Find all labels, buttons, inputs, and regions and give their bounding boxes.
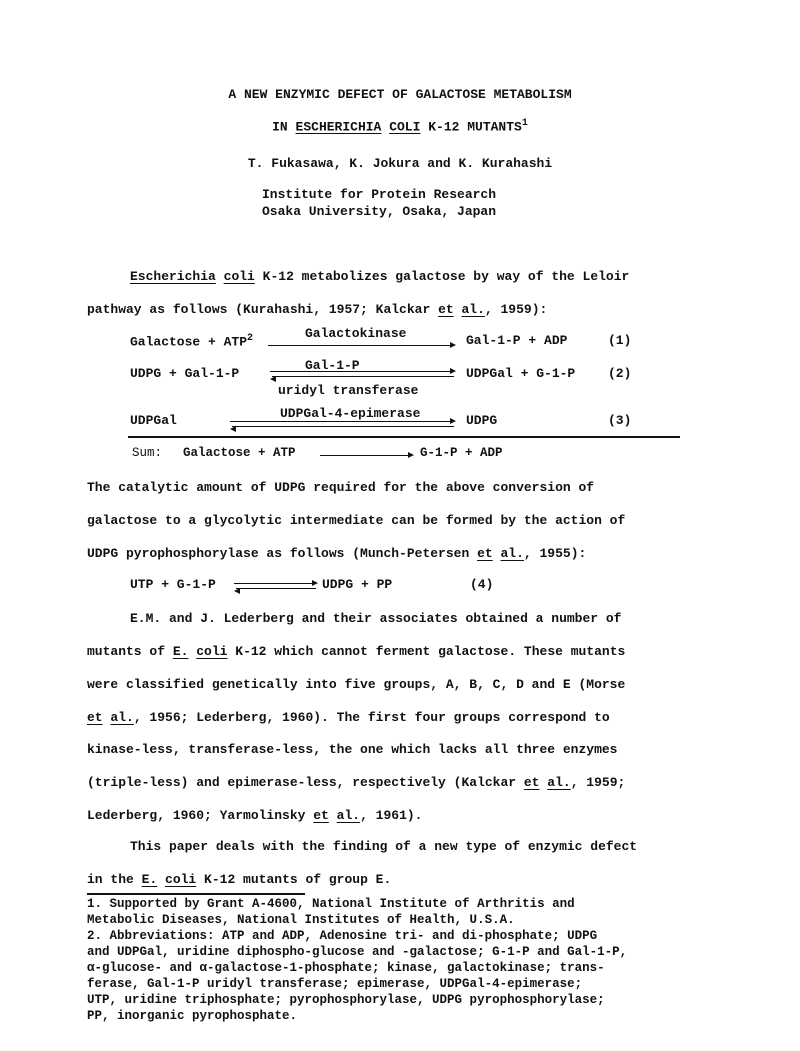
reaction-2-reverse-arrow bbox=[272, 376, 454, 377]
footnote-2-line5: UTP, uridine triphosphate; pyrophosphorylase, UDPG pyrophosphorylase; bbox=[87, 993, 605, 1007]
reaction-4-reverse-arrow bbox=[236, 588, 316, 589]
reaction-1-left: Galactose + $ATP^2$ bbox=[130, 333, 254, 350]
paragraph-3-line3: were classified genetically into five groups, A, B, C, D and E (Morse bbox=[87, 677, 626, 692]
sum-divider bbox=[128, 436, 680, 438]
authors: T. Fukasawa, K. Jokura and K. Kurahashi bbox=[247, 156, 553, 171]
footnote-2-line3: α-glucose- and α-galactose-1-phosphate; kinase, galactokinase; trans- bbox=[87, 961, 605, 975]
reaction-2-right: UDPGal + G-1-P bbox=[466, 366, 576, 381]
paper-title-line1: A NEW ENZYMIC DEFECT OF GALACTOSE METABOLISM bbox=[228, 87, 572, 102]
reaction-3-forward-arrow bbox=[230, 421, 454, 422]
footnote-1-line1: 1. Supported by Grant A-4600, National Institute of Arthritis and bbox=[87, 897, 575, 911]
paragraph-1-line1: Escherichia coli K-12 metabolizes galactose by way of the Leloir bbox=[130, 269, 630, 284]
reaction-3-left: UDPGal bbox=[130, 413, 177, 428]
footnote-divider bbox=[87, 893, 305, 895]
reaction-4-forward-arrow bbox=[234, 583, 316, 584]
paragraph-2-line1: The catalytic amount of UDPG required for the above conversion of bbox=[87, 480, 595, 495]
reaction-3-number: (3) bbox=[608, 413, 632, 428]
footnote-2-line6: PP, inorganic pyrophosphate. bbox=[87, 1009, 298, 1023]
reaction-2-left: UDPG + Gal-1-P bbox=[130, 366, 240, 381]
footnote-2-line1: 2. Abbreviations: ATP and ADP, Adenosine tri- and di-phosphate; UDPG bbox=[87, 929, 598, 943]
reaction-4-right: UDPG + PP bbox=[322, 577, 393, 592]
affiliation-institute: Institute for Protein Research bbox=[262, 187, 497, 202]
reaction-3-enzyme: UDPGal-4-epimerase bbox=[280, 406, 421, 421]
paragraph-3-line5: kinase-less, transferase-less, the one which lacks all three enzymes bbox=[87, 742, 618, 757]
paragraph-2-line2: galactose to a glycolytic intermediate can be formed by the action of bbox=[87, 513, 626, 528]
reaction-1-arrow bbox=[268, 345, 454, 346]
paragraph-1-line2: pathway as follows (Kurahashi, 1957; Kalckar et al., 1959): bbox=[87, 302, 548, 317]
sum-right: G-1-P + ADP bbox=[420, 446, 503, 460]
paragraph-3-line4: et al., 1956; Lederberg, 1960). The first four groups correspond to bbox=[87, 710, 610, 725]
reaction-4-number: (4) bbox=[470, 577, 494, 592]
paragraph-4-line2: in the E. coli K-12 mutants of group E. bbox=[87, 872, 392, 887]
paragraph-2-line3: UDPG pyrophosphorylase as follows (Munch-Petersen et al., 1955): bbox=[87, 546, 587, 561]
sum-label: Sum: bbox=[132, 446, 163, 460]
reaction-2-enzyme-top: Gal-1-P bbox=[305, 358, 360, 373]
paragraph-3-line2: mutants of E. coli K-12 which cannot ferment galactose. These mutants bbox=[87, 644, 626, 659]
reaction-1-number: (1) bbox=[608, 333, 632, 348]
reaction-3-right: UDPG bbox=[466, 413, 498, 428]
reaction-2-forward-arrow bbox=[270, 371, 454, 372]
reaction-2-number: (2) bbox=[608, 366, 632, 381]
sum-left: Galactose + ATP bbox=[183, 446, 296, 460]
footnote-2-line2: and UDPGal, uridine diphospho-glucose and -galactose; G-1-P and Gal-1-P, bbox=[87, 945, 628, 959]
paragraph-3-line6: (triple-less) and epimerase-less, respectively (Kalckar et al., 1959; bbox=[87, 775, 626, 790]
reaction-3-reverse-arrow bbox=[232, 426, 454, 427]
footnote-2-line4: ferase, Gal-1-P uridyl transferase; epimerase, UDPGal-4-epimerase; bbox=[87, 977, 583, 991]
reaction-1-enzyme: Galactokinase bbox=[305, 326, 407, 341]
reaction-1-right: Gal-1-P + ADP bbox=[466, 333, 568, 348]
footnote-1-line2: Metabolic Diseases, National Institutes of Health, U.S.A. bbox=[87, 913, 515, 927]
affiliation-university: Osaka University, Osaka, Japan bbox=[262, 204, 497, 219]
paper-title-line2: IN ESCHERICHIA COLI K-12 MUTANTS$^1$ bbox=[272, 118, 528, 135]
reaction-2-enzyme-bottom: uridyl transferase bbox=[278, 383, 419, 398]
paragraph-3-line1: E.M. and J. Lederberg and their associates obtained a number of bbox=[130, 611, 622, 626]
paragraph-4-line1: This paper deals with the finding of a new type of enzymic defect bbox=[130, 839, 638, 854]
reaction-4-left: UTP + G-1-P bbox=[130, 577, 216, 592]
sum-arrow bbox=[320, 455, 412, 456]
paragraph-3-line7: Lederberg, 1960; Yarmolinsky et al., 1961). bbox=[87, 808, 423, 823]
